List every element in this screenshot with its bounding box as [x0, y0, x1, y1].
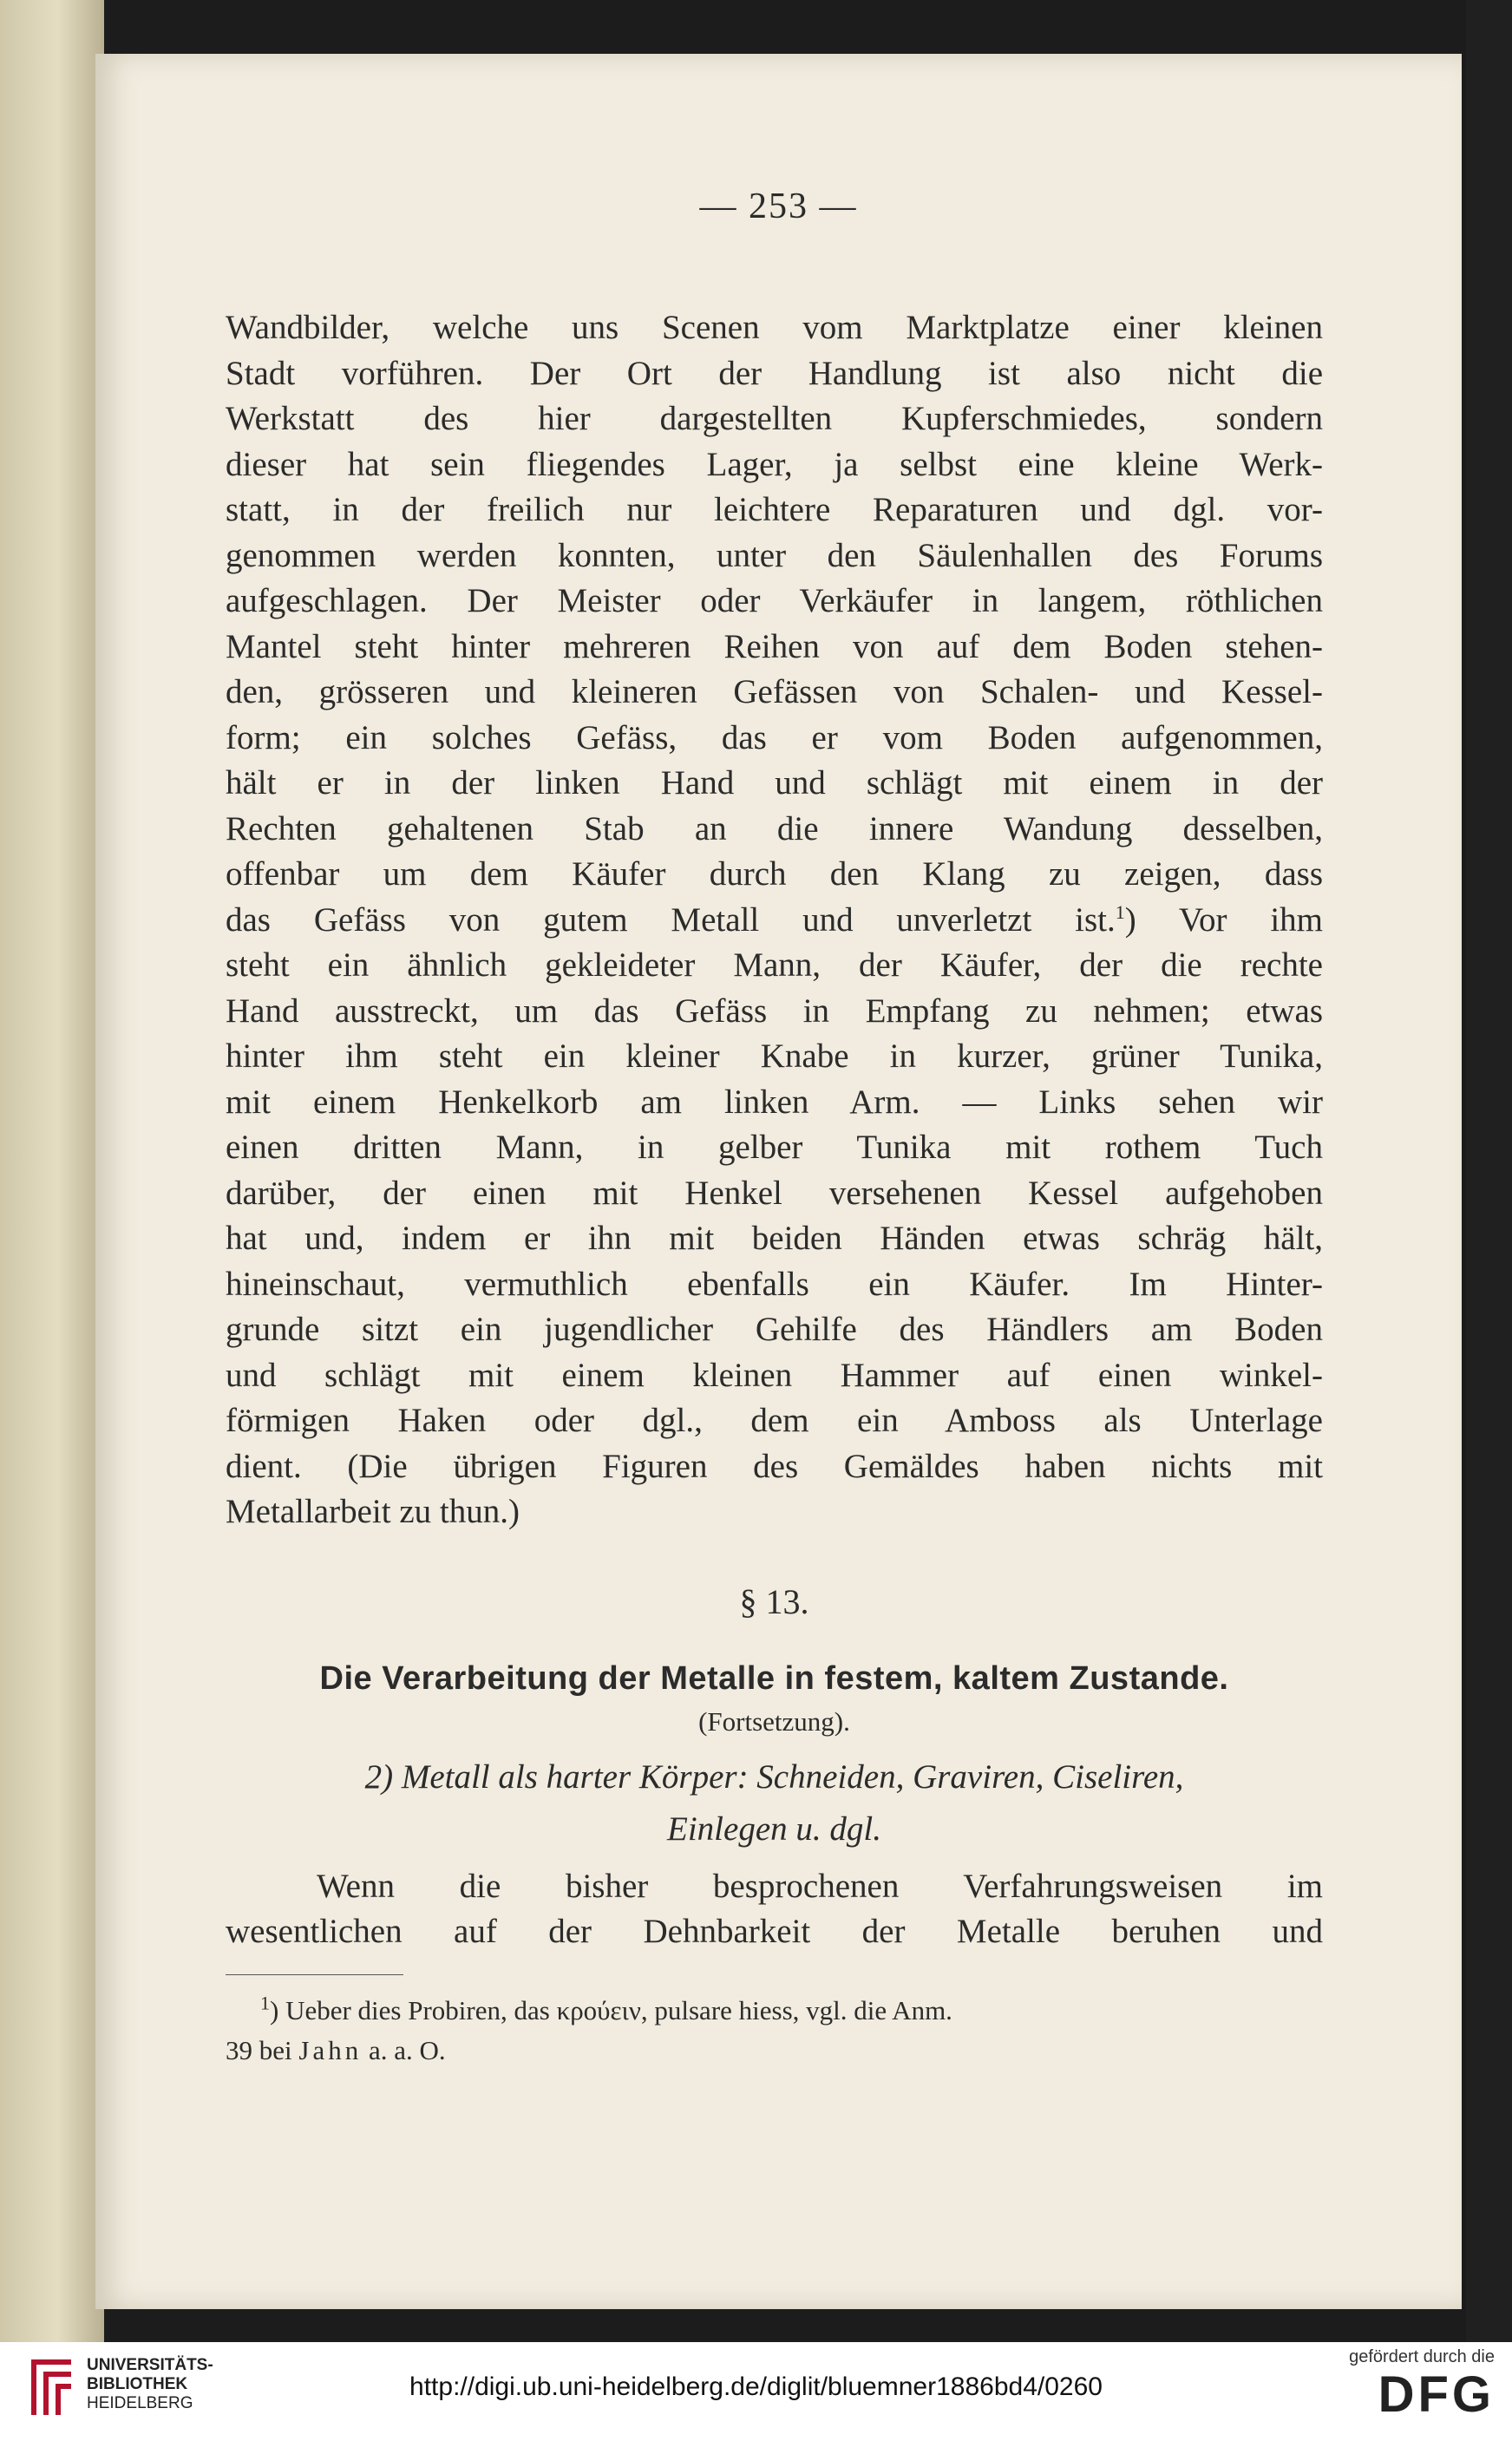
footnote-marker: 1 [260, 1992, 270, 2014]
text-line-part: ) Vor ihm [1124, 900, 1324, 939]
funder-logo[interactable] [1339, 2347, 1495, 2423]
facing-page-edge [0, 0, 104, 2342]
text-line: genommen werden konnten, unter den Säulenhallen des Forums [226, 536, 1323, 574]
text-line: statt, in der freilich nur leichtere Reparaturen und dgl. vor- [226, 491, 1323, 528]
text-line: steht ein ähnlich gekleideter Mann, der Käufer, der die rechte [226, 946, 1323, 984]
text-line: Metallarbeit zu thun.) [226, 1493, 520, 1530]
text-line: mit einem Henkelkorb am linken Arm. — Links sehen wir [226, 1083, 1323, 1121]
section-number: § 13. [739, 1581, 809, 1621]
text-line: Stadt vorführen. Der Ort der Handlung ist also nicht die [226, 354, 1323, 392]
footnote-ref: 1 [1115, 900, 1125, 923]
text-line: förmigen Haken oder dgl., dem ein Amboss als Unterlage [226, 1402, 1323, 1439]
section-subheading: (Fortsetzung). [698, 1705, 850, 1737]
text-line: Werkstatt des hier dargestellten Kupferschmiedes, sondern [226, 400, 1323, 437]
dfg-logo: DFG [1378, 2366, 1495, 2423]
text-line: hineinschaut, vermuthlich ebenfalls ein Käufer. Im Hinter- [226, 1265, 1323, 1303]
text-line-with-footnote-ref [226, 898, 1323, 944]
footnote-author: Jahn [298, 2034, 363, 2065]
footnote-text: ) Ueber dies Probiren, das κρούειν, pulsare hiess, vgl. die Anm. [270, 1994, 952, 2025]
viewer-footer [0, 2342, 1512, 2441]
text-line: und schlägt mit einem kleinen Hammer auf einen winkel- [226, 1356, 1323, 1394]
page-number: — 253 — [699, 187, 858, 226]
funder-caption: gefördert durch die [1349, 2347, 1495, 2366]
library-name-line: UNIVERSITÄTS- [87, 2356, 213, 2374]
subsection-title-continued: Einlegen u. dgl. [667, 1809, 881, 1848]
text-line: Wenn die bisher besprochenen Verfahrungsweisen im [317, 1867, 1323, 1905]
text-line: form; ein solches Gefäss, das er vom Boden aufgenommen, [226, 718, 1323, 756]
library-name-line: BIBLIOTHEK [87, 2375, 188, 2393]
text-line: wesentlichen auf der Dehnbarkeit der Metalle beruhen und [226, 1913, 1323, 1950]
footnote-rule [226, 1974, 403, 1975]
footnote-text: 39 bei [226, 2034, 299, 2065]
text-line: hinter ihm steht ein kleiner Knabe in kurzer, grüner Tunika, [226, 1037, 1323, 1075]
text-line: Rechten gehaltenen Stab an die innere Wandung desselben, [226, 809, 1323, 847]
text-line-part: das Gefäss von gutem Metall und unverletzt ist. [226, 900, 1116, 939]
footnote-continued [226, 2031, 1323, 2071]
text-line: den, grösseren und kleineren Gefässen von Schalen- und Kessel- [226, 673, 1323, 710]
footnote-text: a. a. O. [362, 2034, 446, 2065]
text-line: offenbar um dem Käufer durch den Klang zu zeigen, dass [226, 855, 1323, 893]
permalink-url[interactable]: http://digi.ub.uni-heidelberg.de/diglit/bluemner1886bd4/0260 [409, 2372, 1103, 2401]
subsection-title: 2) Metall als harter Körper: Schneiden, Graviren, Ciseliren, [364, 1757, 1184, 1796]
text-line: aufgeschlagen. Der Meister oder Verkäufer in langem, röthlichen [226, 582, 1323, 619]
text-line: hält er in der linken Hand und schlägt mit einem in der [226, 764, 1323, 802]
page-body [226, 305, 1323, 2071]
text-line: hat und, indem er ihn mit beiden Händen etwas schräg hält, [226, 1220, 1323, 1257]
text-line: Mantel steht hinter mehreren Reihen von auf dem Boden stehen- [226, 627, 1323, 665]
text-line: Hand ausstreckt, um das Gefäss in Empfang zu nehmen; etwas [226, 991, 1323, 1030]
book-page [95, 54, 1462, 2309]
footnote [226, 1991, 1323, 2031]
text-line: grunde sitzt ein jugendlicher Gehilfe des Händlers am Boden [226, 1311, 1323, 1348]
scan-border [1466, 0, 1512, 2342]
library-name-line: HEIDELBERG [87, 2394, 193, 2412]
text-line: einen dritten Mann, in gelber Tunika mit rothem Tuch [226, 1129, 1323, 1166]
text-line: dieser hat sein fliegendes Lager, ja selbst eine kleine Werk- [226, 445, 1323, 483]
text-line: dient. (Die übrigen Figuren des Gemäldes haben nichts mit [226, 1447, 1323, 1485]
text-line: Wandbilder, welche uns Scenen vom Marktplatze einer kleinen [226, 309, 1323, 346]
text-line: darüber, der einen mit Henkel versehenen Kessel aufgehoben [226, 1174, 1323, 1212]
section-heading: Die Verarbeitung der Metalle in festem, kaltem Zustande. [319, 1659, 1229, 1697]
